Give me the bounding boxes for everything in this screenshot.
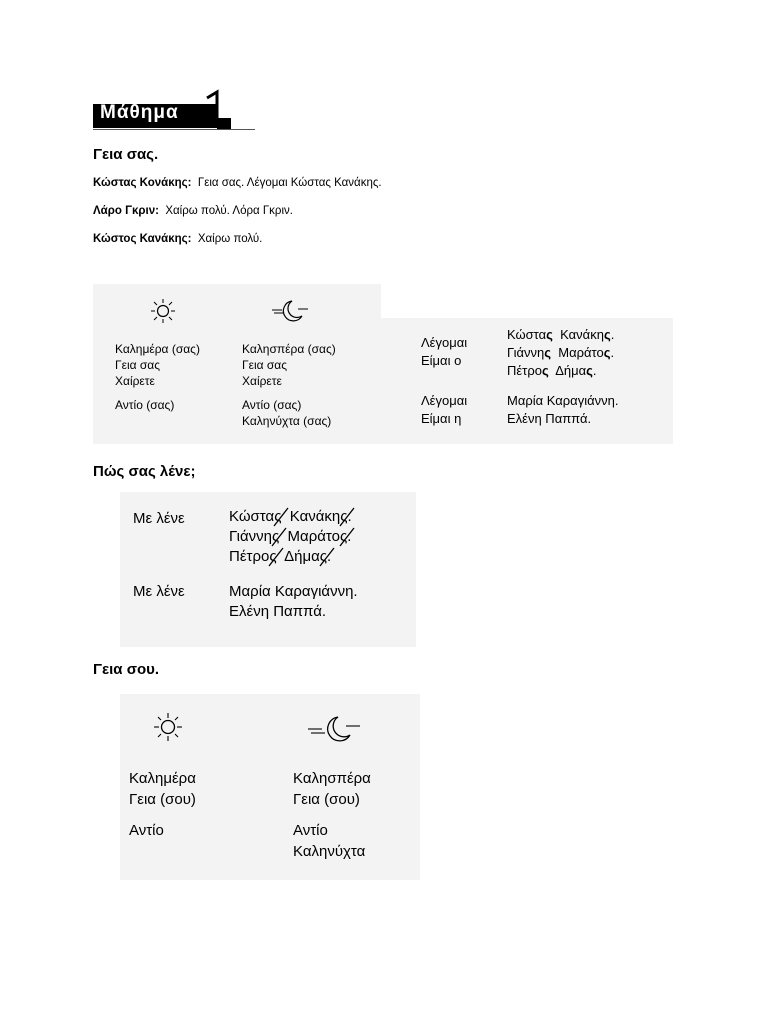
- dialogue-line: [93, 233, 262, 245]
- male-names-crossed: [229, 507, 352, 567]
- day-farewell: Αντίο (σας): [115, 398, 175, 412]
- farewell: Καληνύχτα: [293, 843, 366, 860]
- name-line: Ελένη Παππά.: [229, 603, 327, 620]
- farewell: Αντίο (σας): [242, 398, 302, 412]
- greeting: Γεια σας: [115, 358, 161, 372]
- greeting: Γεια (σου): [293, 791, 360, 808]
- name-line: Πέτρος Δήμας.: [507, 363, 597, 378]
- verb: Είμαι η: [421, 411, 462, 426]
- name-line: Κώστας Κανάκης .: [229, 507, 352, 527]
- section-title-pos-sas-lene: Πώς σας λένε;: [93, 463, 196, 480]
- female-names: [507, 392, 618, 428]
- name-line: Πέτρος Δήμας .: [229, 547, 352, 567]
- name-line: Κώστας Κανάκης.: [507, 327, 615, 342]
- farewell: Αντίο: [293, 822, 328, 839]
- farewell: Καληνύχτα (σας): [242, 414, 332, 428]
- greeting: Γεια (σου): [129, 791, 196, 808]
- name-line: Ελένη Παππά.: [507, 411, 592, 426]
- day-farewell: Αντίο: [129, 822, 164, 839]
- crossed-ending: ς: [274, 507, 281, 527]
- speech: Γεια σας. Λέγομαι Κώστας Κανάκης.: [197, 177, 382, 189]
- dialogue-line: [93, 177, 382, 189]
- female-names: [229, 582, 358, 622]
- name-line: Γιάννης Μαράτος.: [507, 345, 615, 360]
- lesson-underline: [93, 129, 255, 130]
- sun-icon: [149, 298, 177, 324]
- name-line: Γιάννης Μαράτος .: [229, 527, 352, 547]
- greeting: Καλησπέρα: [293, 770, 371, 787]
- crossed-ending: ς: [340, 507, 347, 527]
- verb: Με λένε: [133, 583, 185, 600]
- moon-icon: [270, 298, 310, 324]
- greeting: Καλησπέρα (σας): [242, 342, 336, 356]
- male-verbs: [421, 334, 467, 370]
- greeting: Καλημέρα (σας): [115, 342, 200, 356]
- crossed-ending: ς: [269, 547, 276, 567]
- lesson-number: [203, 88, 253, 132]
- speech: Χαίρω πολύ.: [197, 233, 263, 245]
- verb: Λέγομαι: [421, 335, 468, 350]
- greeting: Καλημέρα: [129, 770, 196, 787]
- name-line: Μαρία Καραγιάννη.: [507, 393, 619, 408]
- male-names: [507, 326, 614, 380]
- section-title-geia-sas: Γεια σας.: [93, 146, 159, 163]
- section-title-geia-sou: Γεια σου.: [93, 661, 160, 678]
- evening-farewells: [242, 397, 331, 429]
- greeting: Γεια σας: [242, 358, 288, 372]
- speech: Χαίρω πολύ. Λόρα Γκριν.: [165, 205, 293, 217]
- speaker: Κώστας Κονάκης:: [93, 177, 192, 189]
- crossed-ending: ς: [320, 547, 327, 567]
- moon-icon: [306, 714, 362, 744]
- verb: Με λένε: [133, 510, 185, 527]
- greeting: Χαίρετε: [242, 374, 282, 388]
- verb: Λέγομαι: [421, 393, 468, 408]
- name-line: Μαρία Καραγιάννη.: [229, 583, 358, 600]
- verb: Είμαι ο: [421, 353, 462, 368]
- evening-greetings: [293, 768, 371, 810]
- crossed-ending: ς: [340, 527, 347, 547]
- evening-greetings: [242, 341, 336, 389]
- speaker: Κώστος Κανάκης:: [93, 233, 192, 245]
- speaker: Λάρο Γκριν:: [93, 205, 159, 217]
- evening-farewells: [293, 820, 365, 862]
- day-greetings: [115, 341, 200, 389]
- sun-icon: [152, 712, 184, 742]
- day-greetings: [129, 768, 196, 810]
- lesson-title: Μάθημα: [100, 102, 179, 123]
- female-verbs: [421, 392, 467, 428]
- greeting: Χαίρετε: [115, 374, 155, 388]
- crossed-ending: ς: [272, 527, 279, 547]
- dialogue-line: [93, 205, 293, 217]
